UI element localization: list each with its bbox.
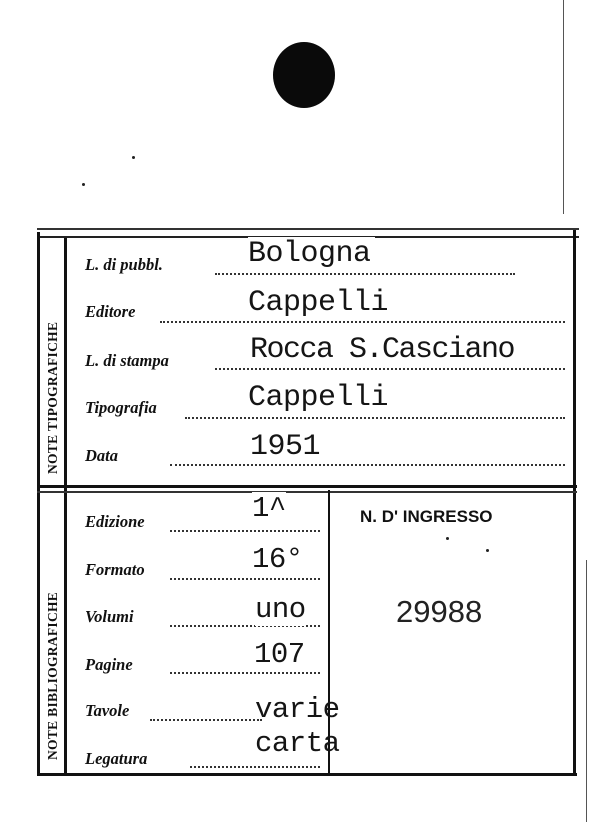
field-label-data: Data bbox=[85, 446, 118, 465]
field-label-pagine: Pagine bbox=[85, 655, 133, 674]
section-divider-inner bbox=[37, 491, 577, 493]
field-value-tavole: varie bbox=[255, 693, 340, 726]
field-label-volumi: Volumi bbox=[85, 607, 134, 626]
field-leader bbox=[170, 672, 320, 674]
field-label-luogo-stampa: L. di stampa bbox=[85, 351, 169, 370]
field-value-formato: 16° bbox=[252, 543, 303, 576]
ingresso-title: N. D' INGRESSO bbox=[360, 507, 493, 526]
field-value-luogo-stampa: Rocca S.Casciano bbox=[250, 333, 515, 367]
ingresso-number: 29988 bbox=[396, 594, 483, 629]
field-value-editore: Cappelli bbox=[248, 286, 392, 320]
field-leader bbox=[170, 464, 565, 466]
card-border-bottom bbox=[37, 773, 577, 776]
field-label-tavole: Tavole bbox=[85, 701, 130, 720]
scan-speck bbox=[82, 183, 85, 186]
scan-edge-line bbox=[586, 560, 587, 822]
scan-speck bbox=[132, 156, 135, 159]
scan-edge-line bbox=[563, 0, 564, 214]
field-value-pagine: 107 bbox=[254, 638, 305, 671]
field-value-volumi: uno bbox=[255, 593, 306, 626]
scan-speck bbox=[446, 537, 449, 540]
field-label-tipografia: Tipografia bbox=[85, 398, 157, 417]
field-value-tipografia: Cappelli bbox=[248, 381, 392, 415]
card-border-top bbox=[37, 228, 579, 230]
card-section-label-divider bbox=[64, 238, 67, 773]
punch-hole bbox=[273, 42, 335, 108]
field-leader bbox=[170, 578, 320, 580]
scan-speck bbox=[486, 549, 489, 552]
card-border-left bbox=[37, 232, 40, 774]
field-leader bbox=[150, 719, 262, 721]
field-leader bbox=[190, 766, 320, 768]
field-leader bbox=[215, 368, 565, 370]
field-label-editore: Editore bbox=[85, 302, 136, 321]
field-label-formato: Formato bbox=[85, 560, 145, 579]
field-value-luogo-pubblicazione: Bologna bbox=[248, 237, 375, 271]
section-divider bbox=[37, 485, 577, 488]
field-value-data: 1951 bbox=[250, 430, 324, 464]
field-label-edizione: Edizione bbox=[85, 512, 145, 531]
field-label-luogo-pubblicazione: L. di pubbl. bbox=[85, 255, 163, 274]
field-leader bbox=[160, 321, 565, 323]
field-value-legatura: carta bbox=[255, 727, 340, 760]
field-leader bbox=[170, 530, 320, 532]
field-leader bbox=[185, 417, 565, 419]
card-border-right bbox=[573, 230, 576, 776]
field-label-legatura: Legatura bbox=[85, 749, 148, 768]
section-label-bibliografiche: NOTE BIBLIOGRAFICHE bbox=[45, 591, 60, 760]
field-leader bbox=[215, 273, 515, 275]
field-value-edizione: 1^ bbox=[252, 492, 286, 525]
section-label-tipografiche: NOTE TIPOGRAFICHE bbox=[45, 321, 60, 474]
